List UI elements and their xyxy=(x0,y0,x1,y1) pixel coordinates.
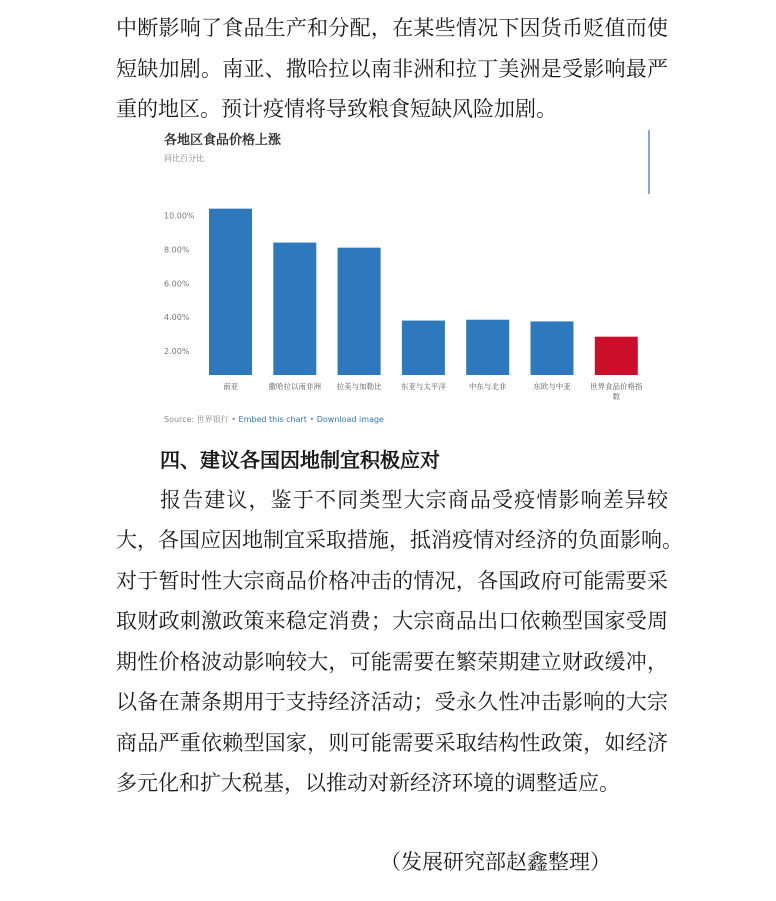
download-image-link[interactable]: Download image xyxy=(316,415,384,424)
x-tick-label: 拉美与加勒比 xyxy=(336,382,382,391)
x-tick-label: 世界食品价格指数 xyxy=(590,382,643,401)
text-line: 多元化和扩大税基，以推动对新经济环境的调整适应。 xyxy=(116,771,620,795)
source-label: Source: 世界银行 • xyxy=(164,415,239,424)
x-tick-label: 东亚与太平洋 xyxy=(400,382,446,391)
section-heading: 四、建议各国因地制宜积极应对 xyxy=(160,448,440,472)
x-tick-label: 南亚 xyxy=(223,382,238,391)
bar xyxy=(466,320,509,375)
food-price-chart xyxy=(150,128,650,428)
bar xyxy=(595,337,638,375)
x-axis-labels xyxy=(223,381,643,401)
y-tick-label: 6.00% xyxy=(164,279,190,289)
y-axis-ticks xyxy=(164,211,195,356)
bars xyxy=(209,209,638,375)
y-tick-label: 2.00% xyxy=(164,347,190,357)
x-tick-label: 中东与北非 xyxy=(468,382,507,391)
text-line: 商品严重依赖型国家，则可能需要采取结构性政策，如经济 xyxy=(116,731,668,755)
y-tick-label: 4.00% xyxy=(164,313,190,323)
source-separator: • xyxy=(309,415,317,424)
y-tick-label: 10.00% xyxy=(164,211,195,221)
x-tick-label: 撒哈拉以南非洲 xyxy=(268,382,322,391)
text-line: 大，各国应因地制宜采取措施，抵消疫情对经济的负面影响。 xyxy=(116,528,683,552)
bar xyxy=(338,248,381,375)
bar xyxy=(209,209,252,375)
text-line: 对于暂时性大宗商品价格冲击的情况，各国政府可能需要采 xyxy=(116,569,668,593)
text-line: 短缺加剧。南亚、撒哈拉以南非洲和拉丁美洲是受影响最严 xyxy=(116,57,668,81)
text-line: 取财政刺激政策来稳定消费；大宗商品出口依赖型国家受周 xyxy=(116,609,668,633)
bar xyxy=(531,321,574,375)
chart-source xyxy=(164,414,384,424)
text-line: 期性价格波动影响较大，可能需要在繁荣期建立财政缓冲， xyxy=(116,650,668,674)
chart-title: 各地区食品价格上涨 xyxy=(164,133,282,148)
text-line: 报告建议，鉴于不同类型大宗商品受疫情影响差异较 xyxy=(160,488,668,512)
bar xyxy=(402,321,445,375)
y-tick-label: 8.00% xyxy=(164,245,190,255)
text-line: 以备在萧条期用于支持经济活动；受永久性冲击影响的大宗 xyxy=(116,690,668,714)
text-line: 中断影响了食品生产和分配，在某些情况下因货币贬值而使 xyxy=(116,16,668,40)
chart-subtitle: 同比百分比 xyxy=(164,154,204,163)
x-tick-label: 东欧与中亚 xyxy=(533,382,571,391)
text-line: 重的地区。预计疫情将导致粮食短缺风险加剧。 xyxy=(116,97,557,121)
embed-chart-link[interactable]: Embed this chart xyxy=(238,415,307,424)
bar xyxy=(273,243,316,375)
signature: （发展研究部赵鑫整理） xyxy=(380,850,611,874)
